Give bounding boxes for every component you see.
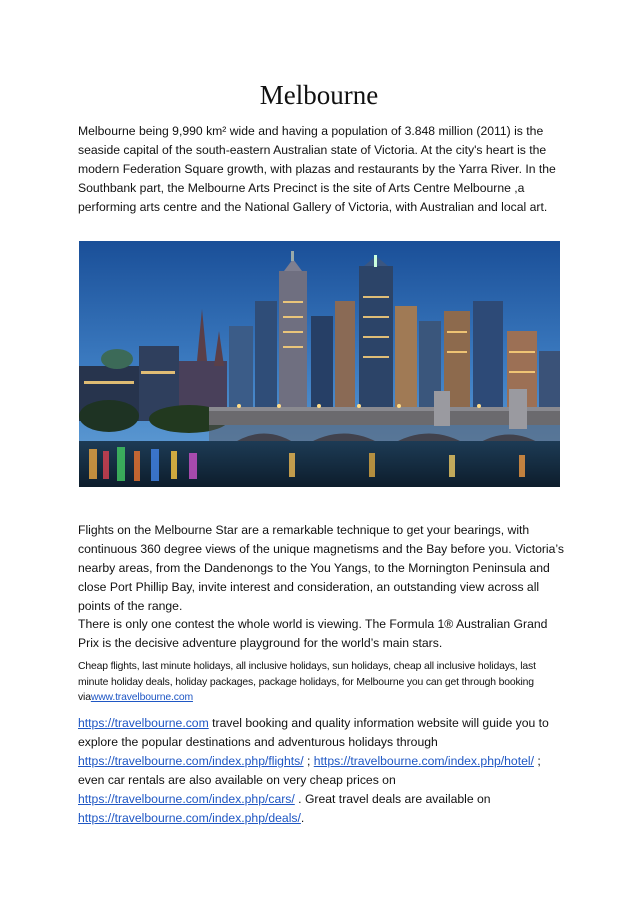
deals-text: . Great travel deals are available on bbox=[294, 792, 491, 806]
flights-link[interactable]: https://travelbourne.com/index.php/flights/ bbox=[78, 754, 304, 768]
booking-text: travel booking and quality information website will guide you to explore the popular destinations and adventurous holidays through bbox=[78, 716, 549, 749]
holiday-deals-paragraph bbox=[78, 659, 564, 706]
cars-link[interactable]: https://travelbourne.com/index.php/cars/ bbox=[78, 792, 295, 806]
holiday-deals-text: Cheap flights, last minute holidays, all inclusive holidays, sun holidays, cheap all inclusive holidays, last minute holiday deals, holiday packages, package holidays, for Melbourne you can get through booking via bbox=[78, 661, 536, 703]
travelbourne-link[interactable]: www.travelbourne.com bbox=[90, 692, 193, 703]
skyline-illustration bbox=[79, 241, 560, 487]
link-separator: ; bbox=[303, 754, 314, 768]
hotel-link[interactable]: https://travelbourne.com/index.php/hotel/ bbox=[313, 754, 534, 768]
car-rentals-text: even car rentals are also available on very cheap prices on bbox=[78, 773, 396, 787]
intro-paragraph: Melbourne being 9,990 km² wide and having a population of 3.848 million (2011) is the seaside capital of the south-eastern Australian state of Victoria. At the city's heart is the modern Federation Square growth, with plazas and restaurants by the Yarra River. In the Southbank part, the Melbourne Arts Precinct is the site of Arts Centre Melbourne ,a performing arts centre and the National Gallery of Victoria, with Australian and local art. bbox=[78, 124, 556, 214]
final-period: . bbox=[300, 811, 305, 825]
melbourne-star-paragraph: Flights on the Melbourne Star are a remarkable technique to get your bearings, with continuous 360 degree views of the unique magnetisms and the Bay before you. Victoria’s nearby areas, from the Dandenongs to the You Yangs, to the Mornington Peninsula and close Port Phillip Bay, invite interest and consideration, an outstanding view across all points of the range. bbox=[78, 523, 564, 613]
grand-prix-paragraph: There is only one contest the whole world is viewing. The Formula 1® Australian Grand Prix is the decisive adventure playground for the world’s main stars. bbox=[78, 617, 548, 650]
page-title: Melbourne bbox=[259, 80, 379, 110]
home-link[interactable]: https://travelbourne.com bbox=[78, 716, 209, 730]
melbourne-skyline-photo bbox=[79, 241, 560, 487]
travel-booking-paragraph bbox=[78, 714, 564, 828]
deals-link[interactable]: https://travelbourne.com/index.php/deals/ bbox=[78, 811, 301, 825]
link-separator-end: ; bbox=[533, 754, 541, 768]
